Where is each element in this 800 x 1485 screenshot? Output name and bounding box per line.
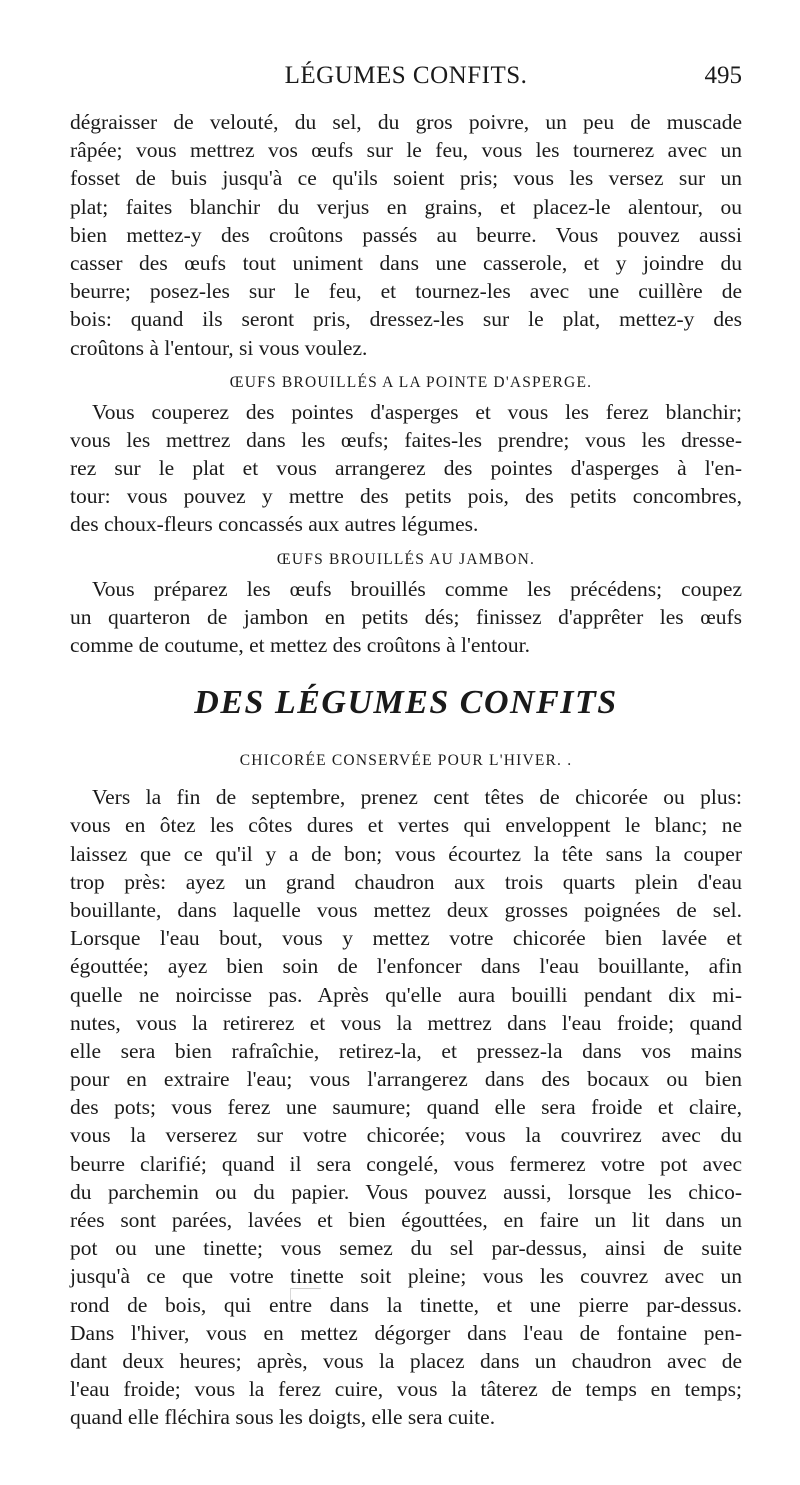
text-line: jusqu'à ce que votre tinette soit pleine; vous les couvrez avec un [70,1264,742,1289]
text-line: croûtons à l'entour, si vous voulez. [70,335,368,360]
text-line: rées sont parées, lavées et bien égouttées, en faire un lit dans un [70,1208,742,1232]
text-line: des pots; vous ferez une saumure; quand elle sera froide et claire, [70,1095,742,1120]
text-line: des choux-fleurs concassés aux autres légumes. [70,512,479,537]
text-line: Vers la fin de septembre, prenez cent têtes de chicorée ou plus: [92,785,742,810]
text-line: du parchemin ou du papier. Vous pouvez aussi, lorsque les chico- [70,1179,742,1204]
paragraph-asparagus-eggs [70,398,742,539]
text-line: quelle ne noircisse pas. Après qu'elle aura bouilli pendant dix mi- [70,982,742,1007]
text-line: trop près: ayez un grand chaudron aux trois quarts plein d'eau [70,869,742,894]
text-line: bouillante, dans laquelle vous mettez deux grosses poignées de sel. [70,897,742,922]
text-line: nutes, vous la retirerez et vous la mettrez dans l'eau froide; quand [70,1010,742,1035]
text-line: quand elle fléchira sous les doigts, elle sera cuite. [70,1405,496,1430]
text-line: comme de coutume, et mettez des croûtons à l'entour. [70,633,531,657]
text-line: Dans l'hiver, vous en mettez dégorger dans l'eau de fontaine pen- [70,1320,742,1345]
text-line: dégraisser de velouté, du sel, du gros poivre, un peu de muscade [70,110,742,134]
text-line: râpée; vous mettrez vos œufs sur le feu, vous les tournerez avec un [70,138,742,163]
text-line: casser des œufs tout uniment dans une casserole, et y joindre du [70,250,742,275]
text-line: un quarteron de jambon en petits dés; finissez d'apprêter les œufs [70,604,742,629]
body-text [70,108,742,1432]
text-line: fosset de buis jusqu'à ce qu'ils soient pris; vous les versez sur un [70,166,742,191]
text-line: rez sur le plat et vous arrangerez des pointes d'asperges à l'en- [70,456,742,481]
text-line: elle sera bien rafraîchie, retirez-la, et pressez-la dans vos mains [70,1038,742,1063]
recipe-heading-ham: ŒUFS BROUILLÉS AU JAMBON. [276,550,536,568]
text-line: plat; faites blanchir du verjus en grains, et placez-le alentour, ou [70,194,742,219]
text-line: pot ou une tinette; vous semez du sel par-dessus, ainsi de suite [70,1236,742,1261]
page-number: 495 [704,62,742,89]
text-line: Vous couperez des pointes d'asperges et vous les ferez blanchir; [92,399,742,424]
text-line: vous en ôtez les côtes dures et vertes qui enveloppent le blanc; ne [70,813,742,838]
text-line: tour: vous pouvez y mettre des petits pois, des petits concombres, [70,484,742,509]
text-line: dant deux heures; après, vous la placez dans un chaudron avec de [70,1348,742,1373]
text-line: l'eau froide; vous la ferez cuire, vous la tâterez de temps en temps; [70,1377,742,1402]
text-line: Lorsque l'eau bout, vous y mettez votre chicorée bien lavée et [70,926,742,951]
paragraph-veloute-eggs [70,108,742,362]
text-line: laissez que ce qu'il y a de bon; vous écourtez la tête sans la couper [70,841,742,866]
text-line: bois: quand ils seront pris, dressez-les sur le plat, mettez-y des [70,307,742,332]
running-head [70,62,742,102]
recipe-heading-chicory: CHICORÉE CONSERVÉE POUR L'HIVER. . [239,752,573,770]
section-title: DES LÉGUMES CONFITS [194,684,618,722]
paper-mark [290,1288,321,1309]
running-title: LÉGUMES CONFITS. [284,62,528,89]
text-line: beurre; posez-les sur le feu, et tournez-les avec une cuillère de [70,279,742,304]
text-line: égouttée; ayez bien soin de l'enfoncer dans l'eau bouillante, afin [70,954,742,979]
paragraph-ham-eggs [70,575,742,660]
text-line: beurre clarifié; quand il sera congelé, vous fermerez votre pot avec [70,1151,742,1176]
text-line: Vous préparez les œufs brouillés comme les précédens; coupez [92,576,742,601]
paragraph-chicory [70,783,742,1431]
text-line: vous la verserez sur votre chicorée; vous la couvrirez avec du [70,1123,742,1148]
text-line: bien mettez-y des croûtons passés au beurre. Vous pouvez aussi [70,222,742,247]
recipe-heading-asparagus: ŒUFS BROUILLÉS A LA POINTE D'ASPERGE. [229,373,593,391]
text-line: vous les mettrez dans les œufs; faites-les prendre; vous les dresse- [70,427,742,452]
text-line: rond de bois, qui entre dans la tinette, et une pierre par-dessus. [70,1292,742,1317]
text-line: pour en extraire l'eau; vous l'arrangerez dans des bocaux ou bien [70,1067,742,1092]
